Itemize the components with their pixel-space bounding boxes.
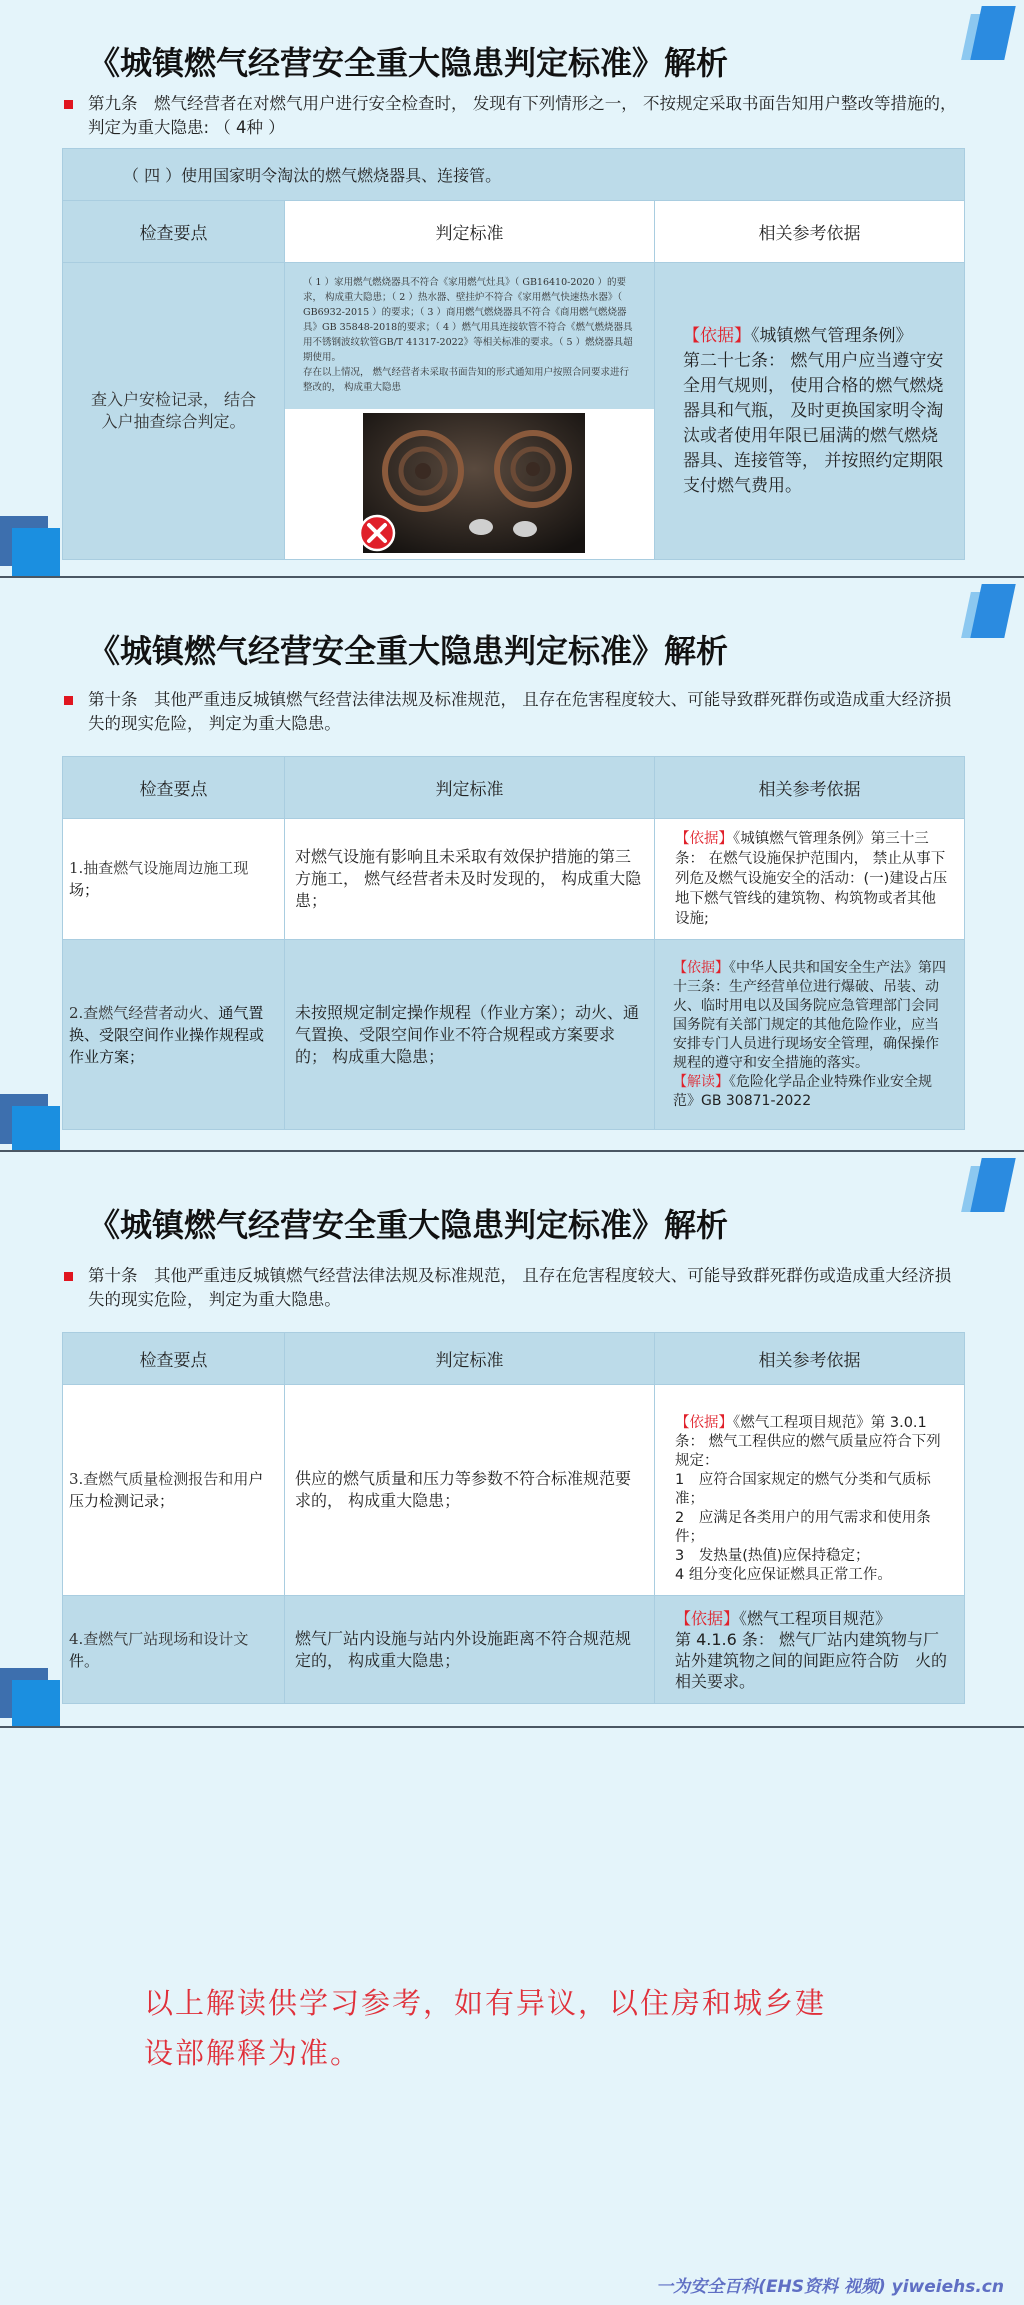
- header-standard: 判定标准: [285, 1333, 655, 1385]
- standard-cell: [285, 263, 655, 560]
- bullet-square-icon: [64, 696, 73, 705]
- header-check: 检查要点: [63, 757, 285, 819]
- ref-title: 《城镇燃气管理条例》: [751, 325, 913, 346]
- standard-cell: 未按照规定制定操作规程（作业方案）；动火、通气置换、受限空间作业不符合规程或方案要求的； 构成重大隐患；: [285, 940, 655, 1130]
- standard-cell: 燃气厂站内设施与站内外设施距离不符合规范规定的， 构成重大隐患；: [285, 1596, 655, 1704]
- table-row: [63, 819, 965, 940]
- check-cell: 查入户安检记录， 结合入户抽查综合判定。: [63, 263, 285, 560]
- header-standard: 判定标准: [285, 201, 655, 263]
- check-cell: 2.查燃气经营者动火、通气置换、受限空间作业操作规程或作业方案；: [63, 940, 285, 1130]
- bullet-square-icon: [64, 100, 73, 109]
- check-cell: 1.抽查燃气设施周边施工现场；: [63, 819, 285, 940]
- header-reference: 相关参考依据: [655, 1333, 965, 1385]
- page-title: 《城镇燃气经营安全重大隐患判定标准》解析: [88, 632, 729, 670]
- header-check: 检查要点: [63, 201, 285, 263]
- page-title: 《城镇燃气经营安全重大隐患判定标准》解析: [88, 1206, 729, 1244]
- table-row: [63, 1385, 965, 1596]
- article-text: 第十条 其他严重违反城镇燃气经营法律法规及标准规范， 且存在危害程度较大、可能导致群死群伤或造成重大经济损失的现实危险， 判定为重大隐患。: [88, 1266, 952, 1309]
- disclaimer-note: 以上解读供学习参考，如有异议，以住房和城乡建设部解释为准。: [144, 1986, 827, 2070]
- corner-decoration: [964, 1158, 1010, 1212]
- article-bullet: [64, 1264, 962, 1312]
- corner-decoration: [0, 516, 60, 576]
- header-standard: 判定标准: [285, 757, 655, 819]
- reference-cell: 【依据】《燃气工程项目规范》第 3.0.1 条： 燃气工程供应的燃气质量应符合下列规定： 1 应符合国家规定的燃气分类和气质标准； 2 应满足各类用户的用气需求和使用条件； 3 发热量(热值)应保持稳定； 4 组分变化应保证燃具正常工作。: [655, 1385, 965, 1596]
- gas-stove-image: [285, 409, 655, 559]
- header-check: 检查要点: [63, 1333, 285, 1385]
- article-bullet: [64, 688, 962, 736]
- standard-cell: 供应的燃气质量和压力等参数不符合标准规范要求的， 构成重大隐患；: [285, 1385, 655, 1596]
- reference-cell: 【依据】《中华人民共和国安全生产法》第四十三条：生产经营单位进行爆破、吊装、动火、临时用电以及国务院应急管理部门会同国务院有关部门规定的其他危险作业，应当安排专门人员进行现场安全管理，确保操作规程的遵守和安全措施的落实。 【解读】《危险化学品企业特殊作业安全规范》GB 30871-2022: [655, 940, 965, 1130]
- corner-decoration: [964, 6, 1010, 60]
- corner-decoration: [0, 1094, 60, 1152]
- slide-2: [0, 578, 1024, 1152]
- criteria-table: [62, 1332, 965, 1704]
- reference-cell: [655, 263, 965, 560]
- standard-cell: 对燃气设施有影响且未采取有效保护措施的第三方施工， 燃气经营者未及时发现的， 构成重大隐患；: [285, 819, 655, 940]
- footer-watermark[interactable]: 一为安全百科(EHS资料 视频) yiweiehs.cn: [656, 2277, 1004, 2297]
- reference-cell: 【依据】《城镇燃气管理条例》第三十三条： 在燃气设施保护范围内， 禁止从事下列危及燃气设施安全的活动：(一)建设占压地下燃气管线的建筑物、构筑物或者其他设施;: [655, 819, 965, 940]
- page-title: 《城镇燃气经营安全重大隐患判定标准》解析: [88, 44, 729, 82]
- criteria-table: [62, 756, 965, 1130]
- slide-1: [0, 0, 1024, 578]
- corner-decoration: [0, 1668, 60, 1728]
- check-cell: 4.查燃气厂站现场和设计文件。: [63, 1596, 285, 1704]
- criteria-table: [62, 148, 965, 560]
- bullet-square-icon: [64, 1272, 73, 1281]
- reference-cell: 【依据】《燃气工程项目规范》 第 4.1.6 条： 燃气厂站内建筑物与厂站外建筑物之间的间距应符合防 火的相关要求。: [655, 1596, 965, 1704]
- header-reference: 相关参考依据: [655, 757, 965, 819]
- article-text: 第九条 燃气经营者在对燃气用户进行安全检查时， 发现有下列情形之一， 不按规定采取书面告知用户整改等措施的， 判定为重大隐患: （ 4种 ）: [88, 94, 957, 137]
- standard-text: （ 1 ）家用燃气燃烧器具不符合《家用燃气灶具》（ GB16410-2020 ）的要求， 构成重大隐患；（ 2 ）热水器、壁挂炉不符合《家用燃气快速热水器》（ GB6932-2015 ）的要求；（ 3 ）商用燃气燃烧器具不符合《商用燃气燃烧器具》GB 35848-2018的要求；（ 4 ）燃气用具连接软管不符合《燃气燃烧器具用不锈钢波纹软管GB/T 41317-2022》等相关标准的要求。（ 5 ）燃烧器具超期使用。 存在以上情况， 燃气经营者未采取书面告知的形式通知用户按照合同要求进行整改的， 构成重大隐患: [285, 263, 654, 409]
- ref-tag: 【依据】: [683, 325, 751, 346]
- slide-3: [0, 1152, 1024, 1728]
- check-cell: 3.查燃气质量检测报告和用户压力检测记录；: [63, 1385, 285, 1596]
- article-text: 第十条 其他严重违反城镇燃气经营法律法规及标准规范， 且存在危害程度较大、可能导致群死群伤或造成重大经济损失的现实危险， 判定为重大隐患。: [88, 690, 952, 733]
- table-subheading: （ 四 ）使用国家明令淘汰的燃气燃烧器具、连接管。: [63, 149, 965, 201]
- ref-body: 第二十七条： 燃气用户应当遵守安全用气规则， 使用合格的燃气燃烧器具和气瓶， 及时更换国家明令淘汰或者使用年限已届满的燃气燃烧器具、连接管等， 并按照约定期限支付燃气费用。: [683, 350, 944, 496]
- header-reference: 相关参考依据: [655, 201, 965, 263]
- article-bullet: [64, 92, 962, 140]
- table-row: [63, 1596, 965, 1704]
- slide-4: [0, 1728, 1024, 2305]
- corner-decoration: [964, 584, 1010, 638]
- table-row: [63, 940, 965, 1130]
- stove-photo: [285, 409, 654, 559]
